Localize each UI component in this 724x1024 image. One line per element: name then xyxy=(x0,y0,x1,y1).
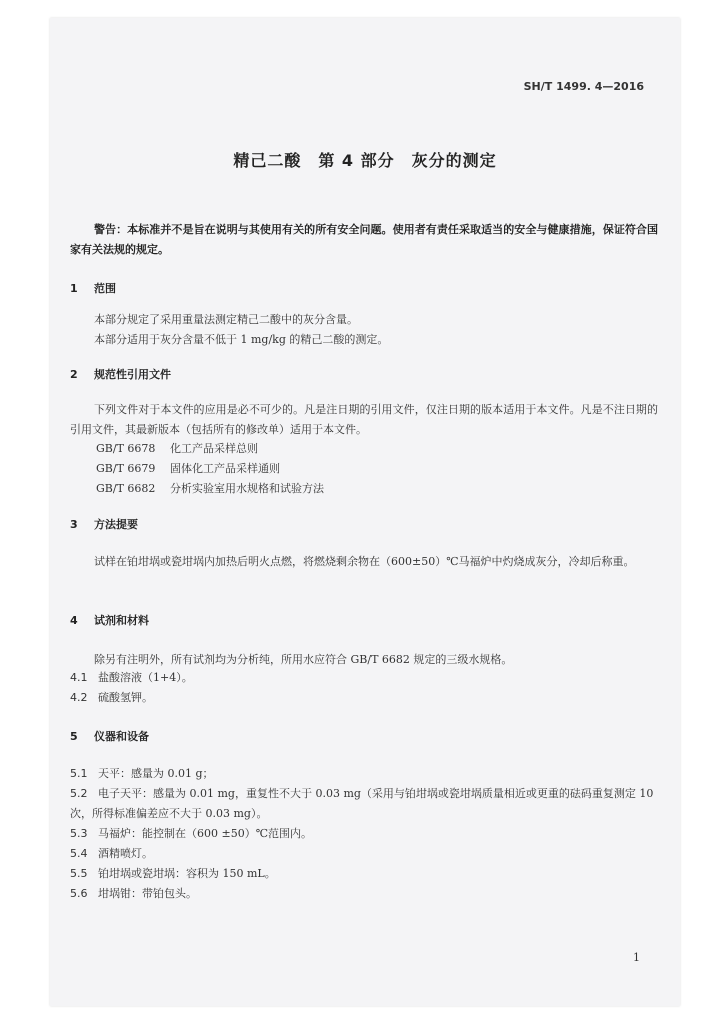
reference-item xyxy=(96,460,280,476)
item-number: 5.5 xyxy=(70,867,88,880)
section-heading-method xyxy=(70,516,138,532)
reference-name: 固体化工产品采样通则 xyxy=(170,462,280,475)
section-number: 3 xyxy=(70,518,78,531)
section-title: 仪器和设备 xyxy=(94,730,149,743)
section-heading-reagents xyxy=(70,612,149,628)
item-number: 4.1 xyxy=(70,671,88,684)
section-heading-apparatus xyxy=(70,728,149,744)
section-number: 1 xyxy=(70,282,78,295)
paragraph: 除另有注明外，所有试剂均为分析纯，所用水应符合 GB/T 6682 规定的三级水规格。 xyxy=(94,653,513,666)
item-number: 4.2 xyxy=(70,691,88,704)
item-text: 坩埚钳：带铂包头。 xyxy=(98,887,197,900)
list-item xyxy=(70,844,658,864)
item-number: 5.4 xyxy=(70,847,88,860)
reference-code: GB/T 6682 xyxy=(96,482,156,495)
item-text: 马福炉：能控制在（600 ±50）℃范围内。 xyxy=(98,827,313,840)
document-page xyxy=(50,18,680,1006)
reference-code: GB/T 6679 xyxy=(96,462,156,475)
item-text: 铂坩埚或瓷坩埚：容积为 150 mL。 xyxy=(98,867,276,880)
item-text: 盐酸溶液（1+4）。 xyxy=(98,671,193,684)
reference-name: 化工产品采样总则 xyxy=(170,442,258,455)
section-title: 试剂和材料 xyxy=(94,614,149,627)
item-number: 5.1 xyxy=(70,767,88,780)
item-number: 5.3 xyxy=(70,827,88,840)
section-number: 4 xyxy=(70,614,78,627)
list-item xyxy=(70,764,658,784)
reference-name: 分析实验室用水规格和试验方法 xyxy=(170,482,324,495)
item-text: 电子天平：感量为 0.01 mg，重复性不大于 0.03 mg（采用与铂坩埚或瓷坩埚质量相近或更重的砝码重复测定 10 次，所得标准偏差应不大于 0.03 mg）。 xyxy=(70,787,654,820)
item-number: 5.2 xyxy=(70,787,88,800)
section-title: 范围 xyxy=(94,282,116,295)
list-item xyxy=(70,864,658,884)
section-title: 规范性引用文件 xyxy=(94,368,171,381)
section-heading-references xyxy=(70,366,171,382)
reference-item xyxy=(96,440,258,456)
list-item xyxy=(70,884,658,904)
paragraph: 本部分规定了采用重量法测定精己二酸中的灰分含量。 xyxy=(94,313,358,326)
section-heading-scope xyxy=(70,280,116,296)
item-text: 天平：感量为 0.01 g； xyxy=(98,767,214,780)
paragraph: 试样在铂坩埚或瓷坩埚内加热后明火点燃，将燃烧剩余物在（600±50）℃马福炉中灼烧成灰分，冷却后称重。 xyxy=(94,555,635,568)
safety-warning: 警告：本标准并不是旨在说明与其使用有关的所有安全问题。使用者有责任采取适当的安全与健康措施，保证符合国家有关法规的规定。 xyxy=(70,223,658,256)
section-number: 2 xyxy=(70,368,78,381)
item-text: 酒精喷灯。 xyxy=(98,847,153,860)
list-item xyxy=(70,688,658,708)
list-item xyxy=(70,668,658,688)
section-title: 方法提要 xyxy=(94,518,138,531)
document-title: 精己二酸 第 4 部分 灰分的测定 xyxy=(233,151,497,170)
list-item xyxy=(70,784,658,824)
item-text: 硫酸氢钾。 xyxy=(98,691,153,704)
paragraph: 本部分适用于灰分含量不低于 1 mg/kg 的精己二酸的测定。 xyxy=(94,333,389,346)
section-number: 5 xyxy=(70,730,78,743)
standard-number: SH/T 1499. 4—2016 xyxy=(523,80,644,93)
paragraph: 下列文件对于本文件的应用是必不可少的。凡是注日期的引用文件，仅注日期的版本适用于本文件。凡是不注日期的引用文件，其最新版本（包括所有的修改单）适用于本文件。 xyxy=(70,403,658,436)
item-number: 5.6 xyxy=(70,887,88,900)
reference-code: GB/T 6678 xyxy=(96,442,156,455)
page-number: 1 xyxy=(633,951,640,964)
reference-item xyxy=(96,480,324,496)
list-item xyxy=(70,824,658,844)
